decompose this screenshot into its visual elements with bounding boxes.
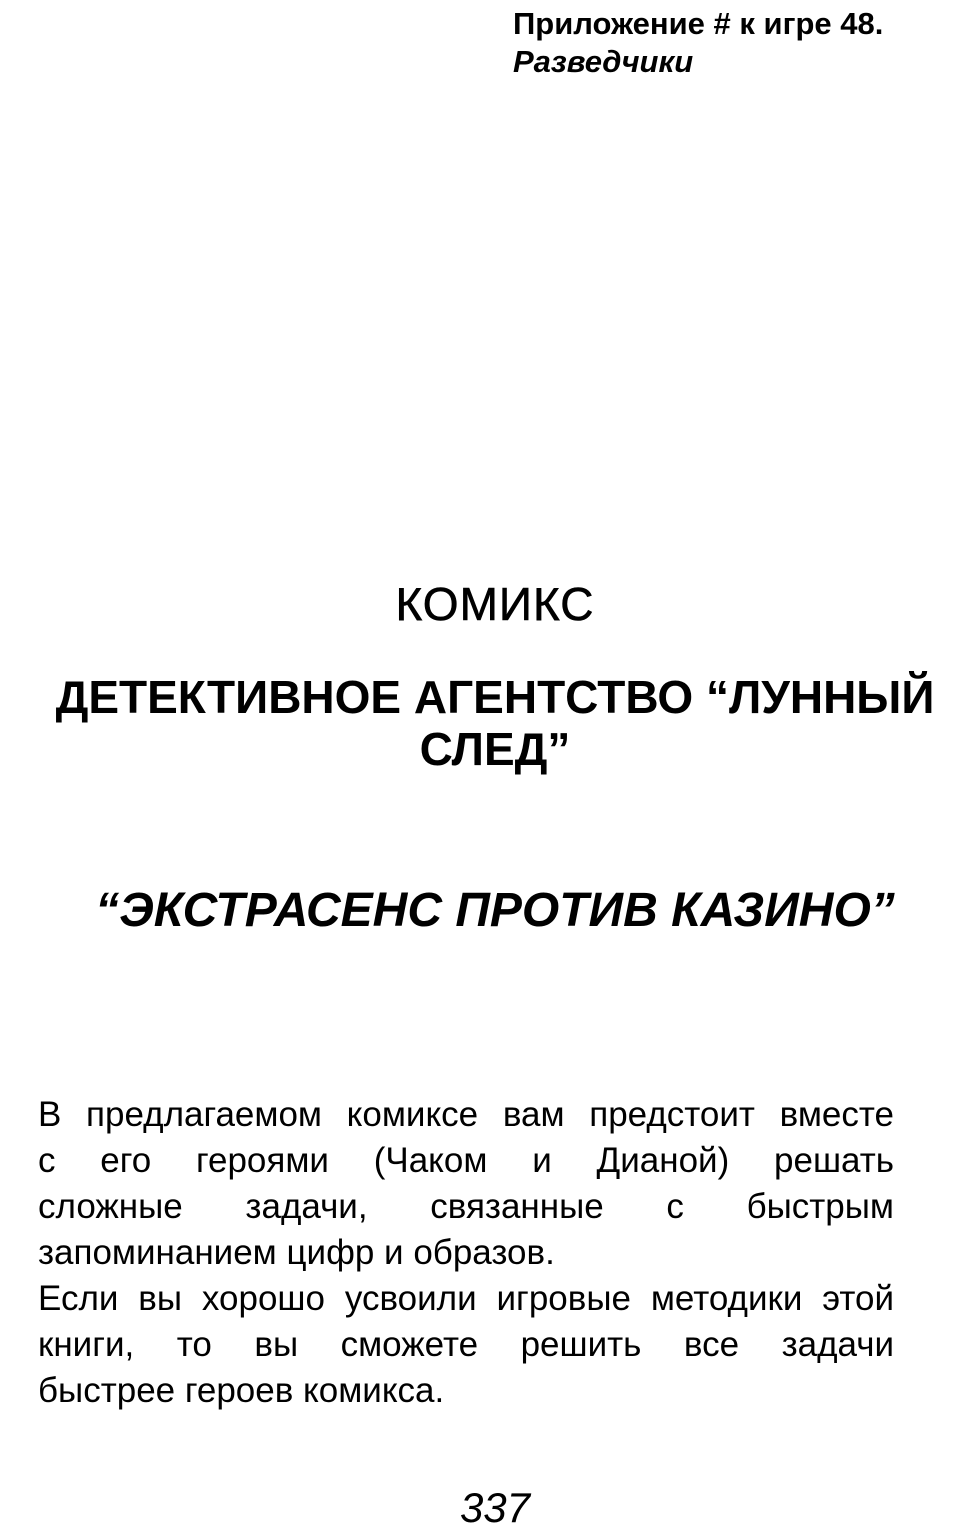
body-line: с его героями (Чаком и Дианой) решать [38, 1141, 894, 1180]
appendix-game-name: Разведчики [513, 44, 694, 79]
page-number: 337 [459, 1484, 531, 1531]
detective-agency-title: ДЕТЕКТИВНОЕ АГЕНТСТВО “ЛУННЫЙ СЛЕД” [55, 671, 935, 775]
appendix-title: Приложение # к игре 48. [513, 6, 884, 41]
episode-subtitle: “ЭКСТРАСЕНС ПРОТИВ КАЗИНО” [95, 884, 895, 937]
body-paragraphs [38, 1092, 894, 1414]
body-line: Если вы хорошо усвоили игровые методики этой [38, 1279, 894, 1318]
body-line: быстрее героев комикса. [38, 1371, 445, 1410]
body-line: В предлагаемом комиксе вам предстоит вместе [38, 1095, 894, 1134]
body-line: книги, то вы сможете решить все задачи [38, 1325, 894, 1364]
body-line: сложные задачи, связанные с быстрым [38, 1187, 894, 1226]
comic-kicker-title: КОМИКС [395, 578, 595, 630]
body-line: запоминанием цифр и образов. [38, 1233, 555, 1272]
appendix-header [513, 5, 883, 81]
